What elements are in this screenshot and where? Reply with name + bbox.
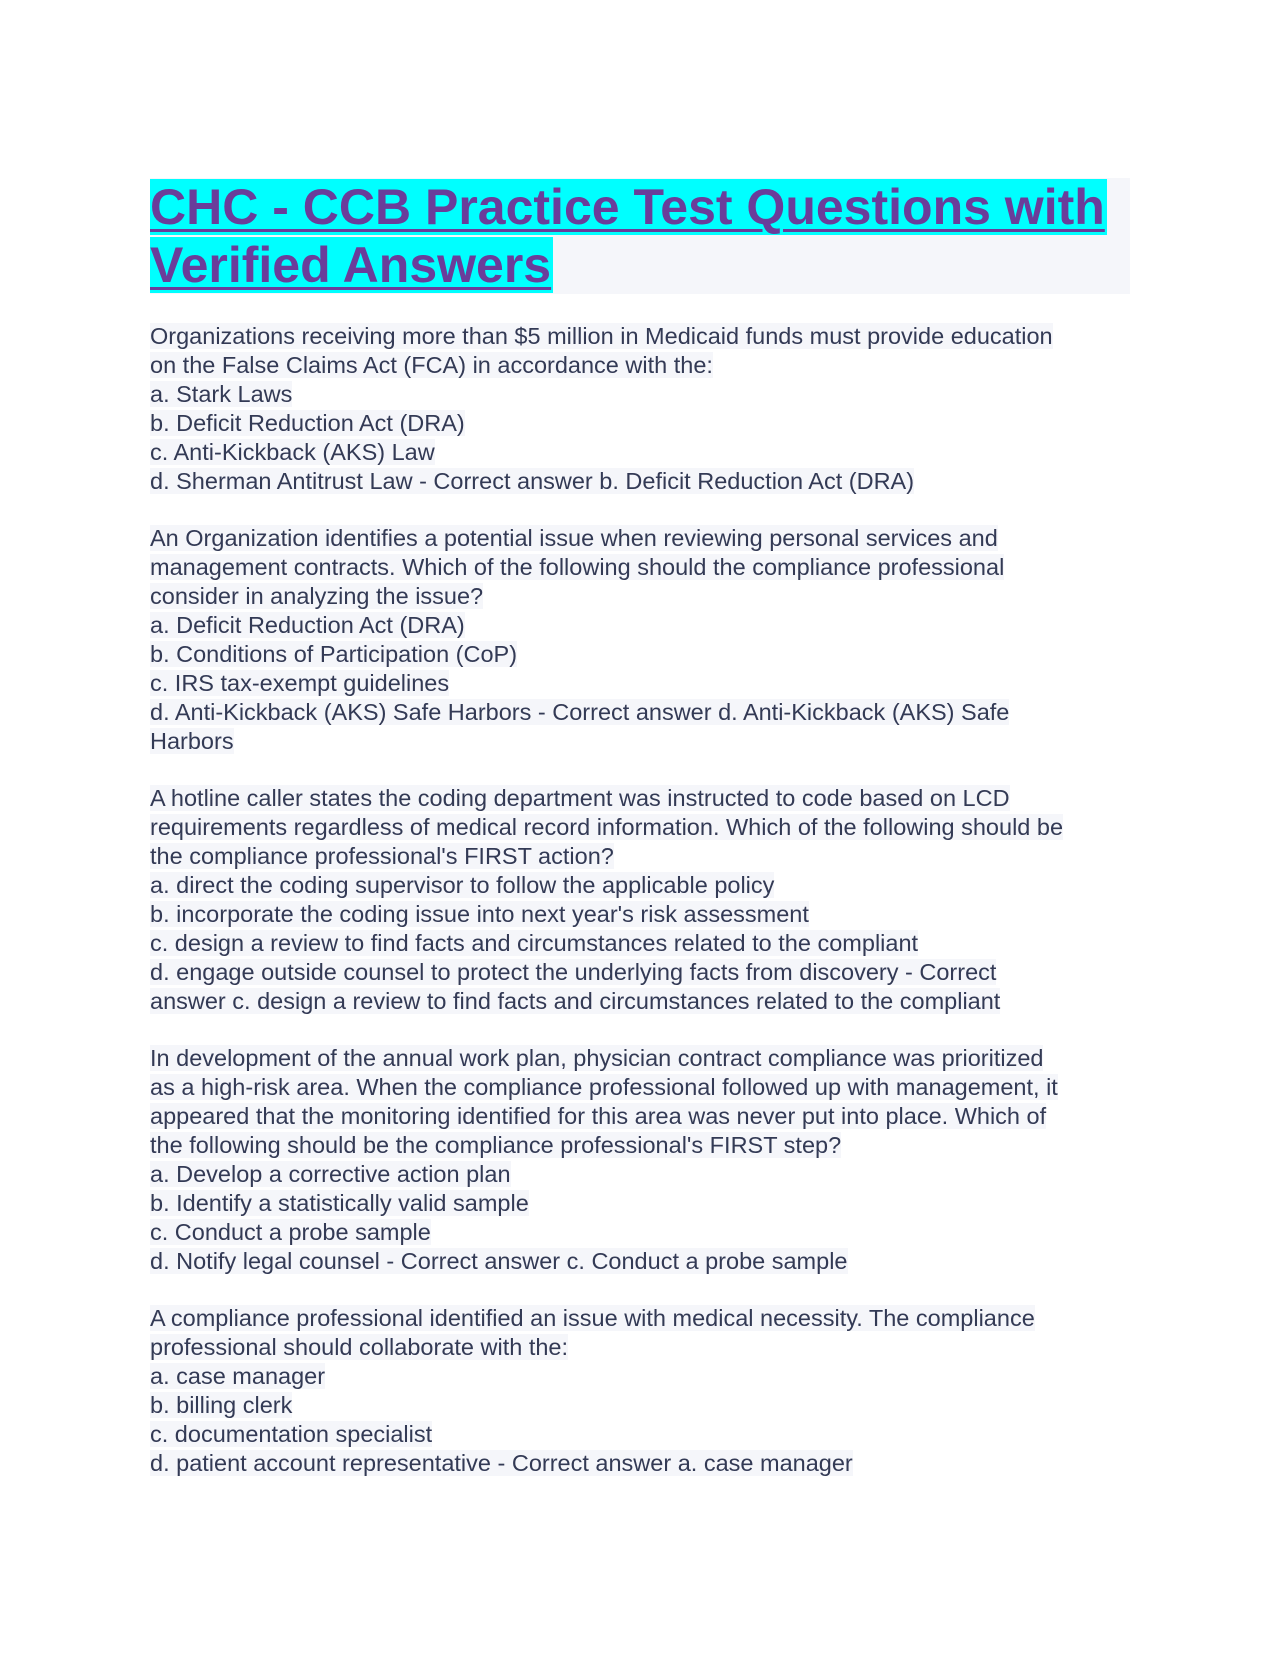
question-text-line: the following should be the compliance professional's FIRST step? xyxy=(150,1132,842,1158)
question-text-line: the compliance professional's FIRST action? xyxy=(150,843,614,869)
question-text-line: b. Deficit Reduction Act (DRA) xyxy=(150,410,465,436)
question-text-line: a. Stark Laws xyxy=(150,381,293,407)
question-text-line: c. IRS tax-exempt guidelines xyxy=(150,670,450,696)
question-text-line: d. engage outside counsel to protect the underlying facts from discovery - Correct xyxy=(150,959,997,985)
question-text-line: on the False Claims Act (FCA) in accordance with the: xyxy=(150,352,713,378)
question-text-line: management contracts. Which of the following should the compliance professional xyxy=(150,554,1005,580)
question-text-line: c. design a review to find facts and circumstances related to the compliant xyxy=(150,930,919,956)
title-line: Verified Answers xyxy=(150,237,552,293)
question-text-line: a. direct the coding supervisor to follow the applicable policy xyxy=(150,872,775,898)
question-list xyxy=(150,322,1130,1478)
document-page xyxy=(150,178,1130,1506)
question-text-line: b. Identify a statistically valid sample xyxy=(150,1190,529,1216)
question-text-line: requirements regardless of medical record information. Which of the following should be xyxy=(150,814,1064,840)
question-text-line: d. Sherman Antitrust Law - Correct answer b. Deficit Reduction Act (DRA) xyxy=(150,468,915,494)
question-text-line: professional should collaborate with the: xyxy=(150,1334,569,1360)
document-title xyxy=(150,178,1130,294)
question-text-line: d. Notify legal counsel - Correct answer c. Conduct a probe sample xyxy=(150,1248,848,1274)
question-text-line: In development of the annual work plan, physician contract compliance was prioritized xyxy=(150,1045,1044,1071)
question-text-line: Organizations receiving more than $5 million in Medicaid funds must provide education xyxy=(150,323,1053,349)
question-text-line: consider in analyzing the issue? xyxy=(150,583,484,609)
question-text-line: c. Conduct a probe sample xyxy=(150,1219,431,1245)
question-text-line: c. Anti-Kickback (AKS) Law xyxy=(150,439,435,465)
question-text-line: appeared that the monitoring identified for this area was never put into place. Which of xyxy=(150,1103,1047,1129)
question-text-line: as a high-risk area. When the compliance professional followed up with management, it xyxy=(150,1074,1058,1100)
question-text-line: d. Anti-Kickback (AKS) Safe Harbors - Correct answer d. Anti-Kickback (AKS) Safe xyxy=(150,699,1010,725)
question-block xyxy=(150,1044,1130,1276)
question-text-line: c. documentation specialist xyxy=(150,1421,433,1447)
question-block xyxy=(150,784,1130,1016)
question-block xyxy=(150,1304,1130,1478)
question-block xyxy=(150,524,1130,756)
question-text-line: a. Develop a corrective action plan xyxy=(150,1161,511,1187)
question-text-line: b. incorporate the coding issue into next year's risk assessment xyxy=(150,901,809,927)
title-line: CHC - CCB Practice Test Questions with xyxy=(150,179,1105,235)
question-text-line: b. billing clerk xyxy=(150,1392,293,1418)
question-text-line: A hotline caller states the coding department was instructed to code based on LCD xyxy=(150,785,1010,811)
question-text-line: Harbors xyxy=(150,728,234,754)
question-text-line: answer c. design a review to find facts and circumstances related to the compliant xyxy=(150,988,1001,1014)
question-text-line: a. case manager xyxy=(150,1363,326,1389)
question-text-line: b. Conditions of Participation (CoP) xyxy=(150,641,518,667)
question-text-line: An Organization identifies a potential issue when reviewing personal services and xyxy=(150,525,998,551)
question-text-line: A compliance professional identified an issue with medical necessity. The compliance xyxy=(150,1305,1035,1331)
question-block xyxy=(150,322,1130,496)
question-text-line: a. Deficit Reduction Act (DRA) xyxy=(150,612,465,638)
question-text-line: d. patient account representative - Correct answer a. case manager xyxy=(150,1450,853,1476)
